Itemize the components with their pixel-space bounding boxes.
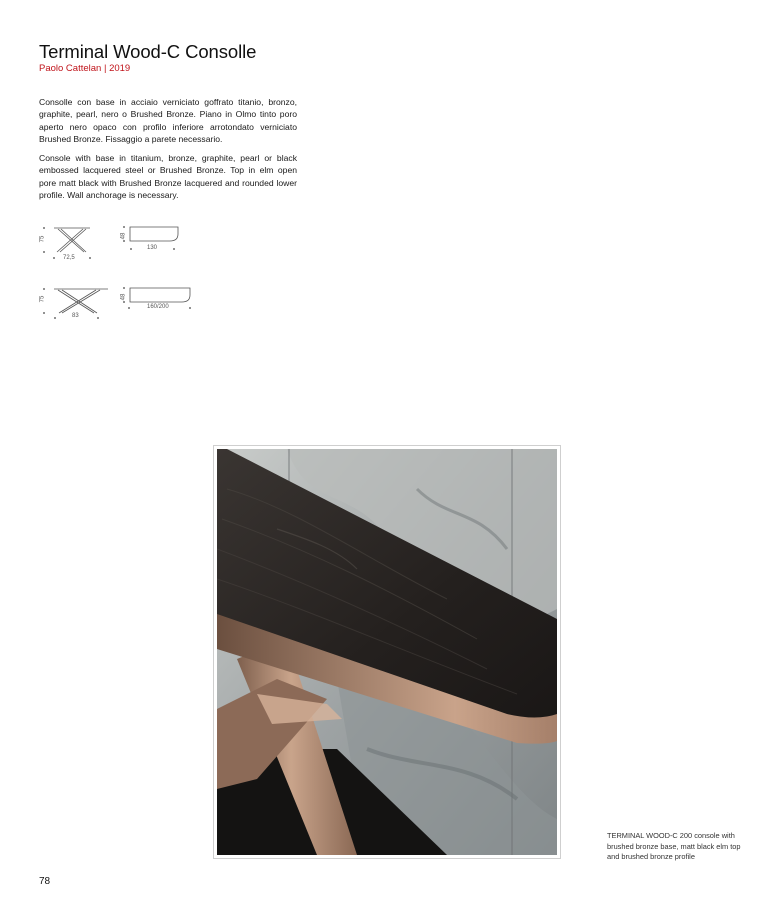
top-depth-label: 48 bbox=[120, 232, 127, 240]
product-photo bbox=[213, 445, 561, 859]
description-italian: Consolle con base in acciaio verniciato goffrato titanio, bronzo, graphite, pearl, nero o Brushed Bronze. Piano in Olmo tinto poro aperto nero opaco con profilo inferiore arrotondato verniciato Brushed Bronze. Fissaggio a parete necessario. bbox=[39, 97, 297, 144]
front-height-label: 75 bbox=[39, 235, 46, 243]
front-width-label-2: 83 bbox=[72, 313, 79, 319]
description-english: Console with base in titanium, bronze, graphite, pearl or black embossed lacquered steel or Brushed Bronze. Top in elm open pore matt black with Brushed Bronze lacquered and rounded lower profile. Wall anchorage is necessary. bbox=[39, 153, 297, 200]
top-width-label-2: 160/200 bbox=[147, 304, 169, 310]
page-number: 78 bbox=[39, 876, 51, 887]
page-title: Terminal Wood-C Consolle bbox=[39, 41, 257, 62]
top-depth-label-2: 48 bbox=[120, 293, 127, 301]
console-photo-illustration bbox=[217, 449, 557, 855]
photo-caption: TERMINAL WOOD-C 200 console with brushed bronze base, matt black elm top and brushed bronze profile bbox=[607, 831, 741, 861]
top-view-drawing-160-200 bbox=[120, 283, 200, 315]
front-width-label: 72,5 bbox=[63, 255, 75, 261]
top-width-label: 130 bbox=[147, 245, 158, 251]
designer-year: Paolo Cattelan | 2019 bbox=[39, 63, 131, 74]
front-height-label-2: 75 bbox=[39, 295, 46, 303]
